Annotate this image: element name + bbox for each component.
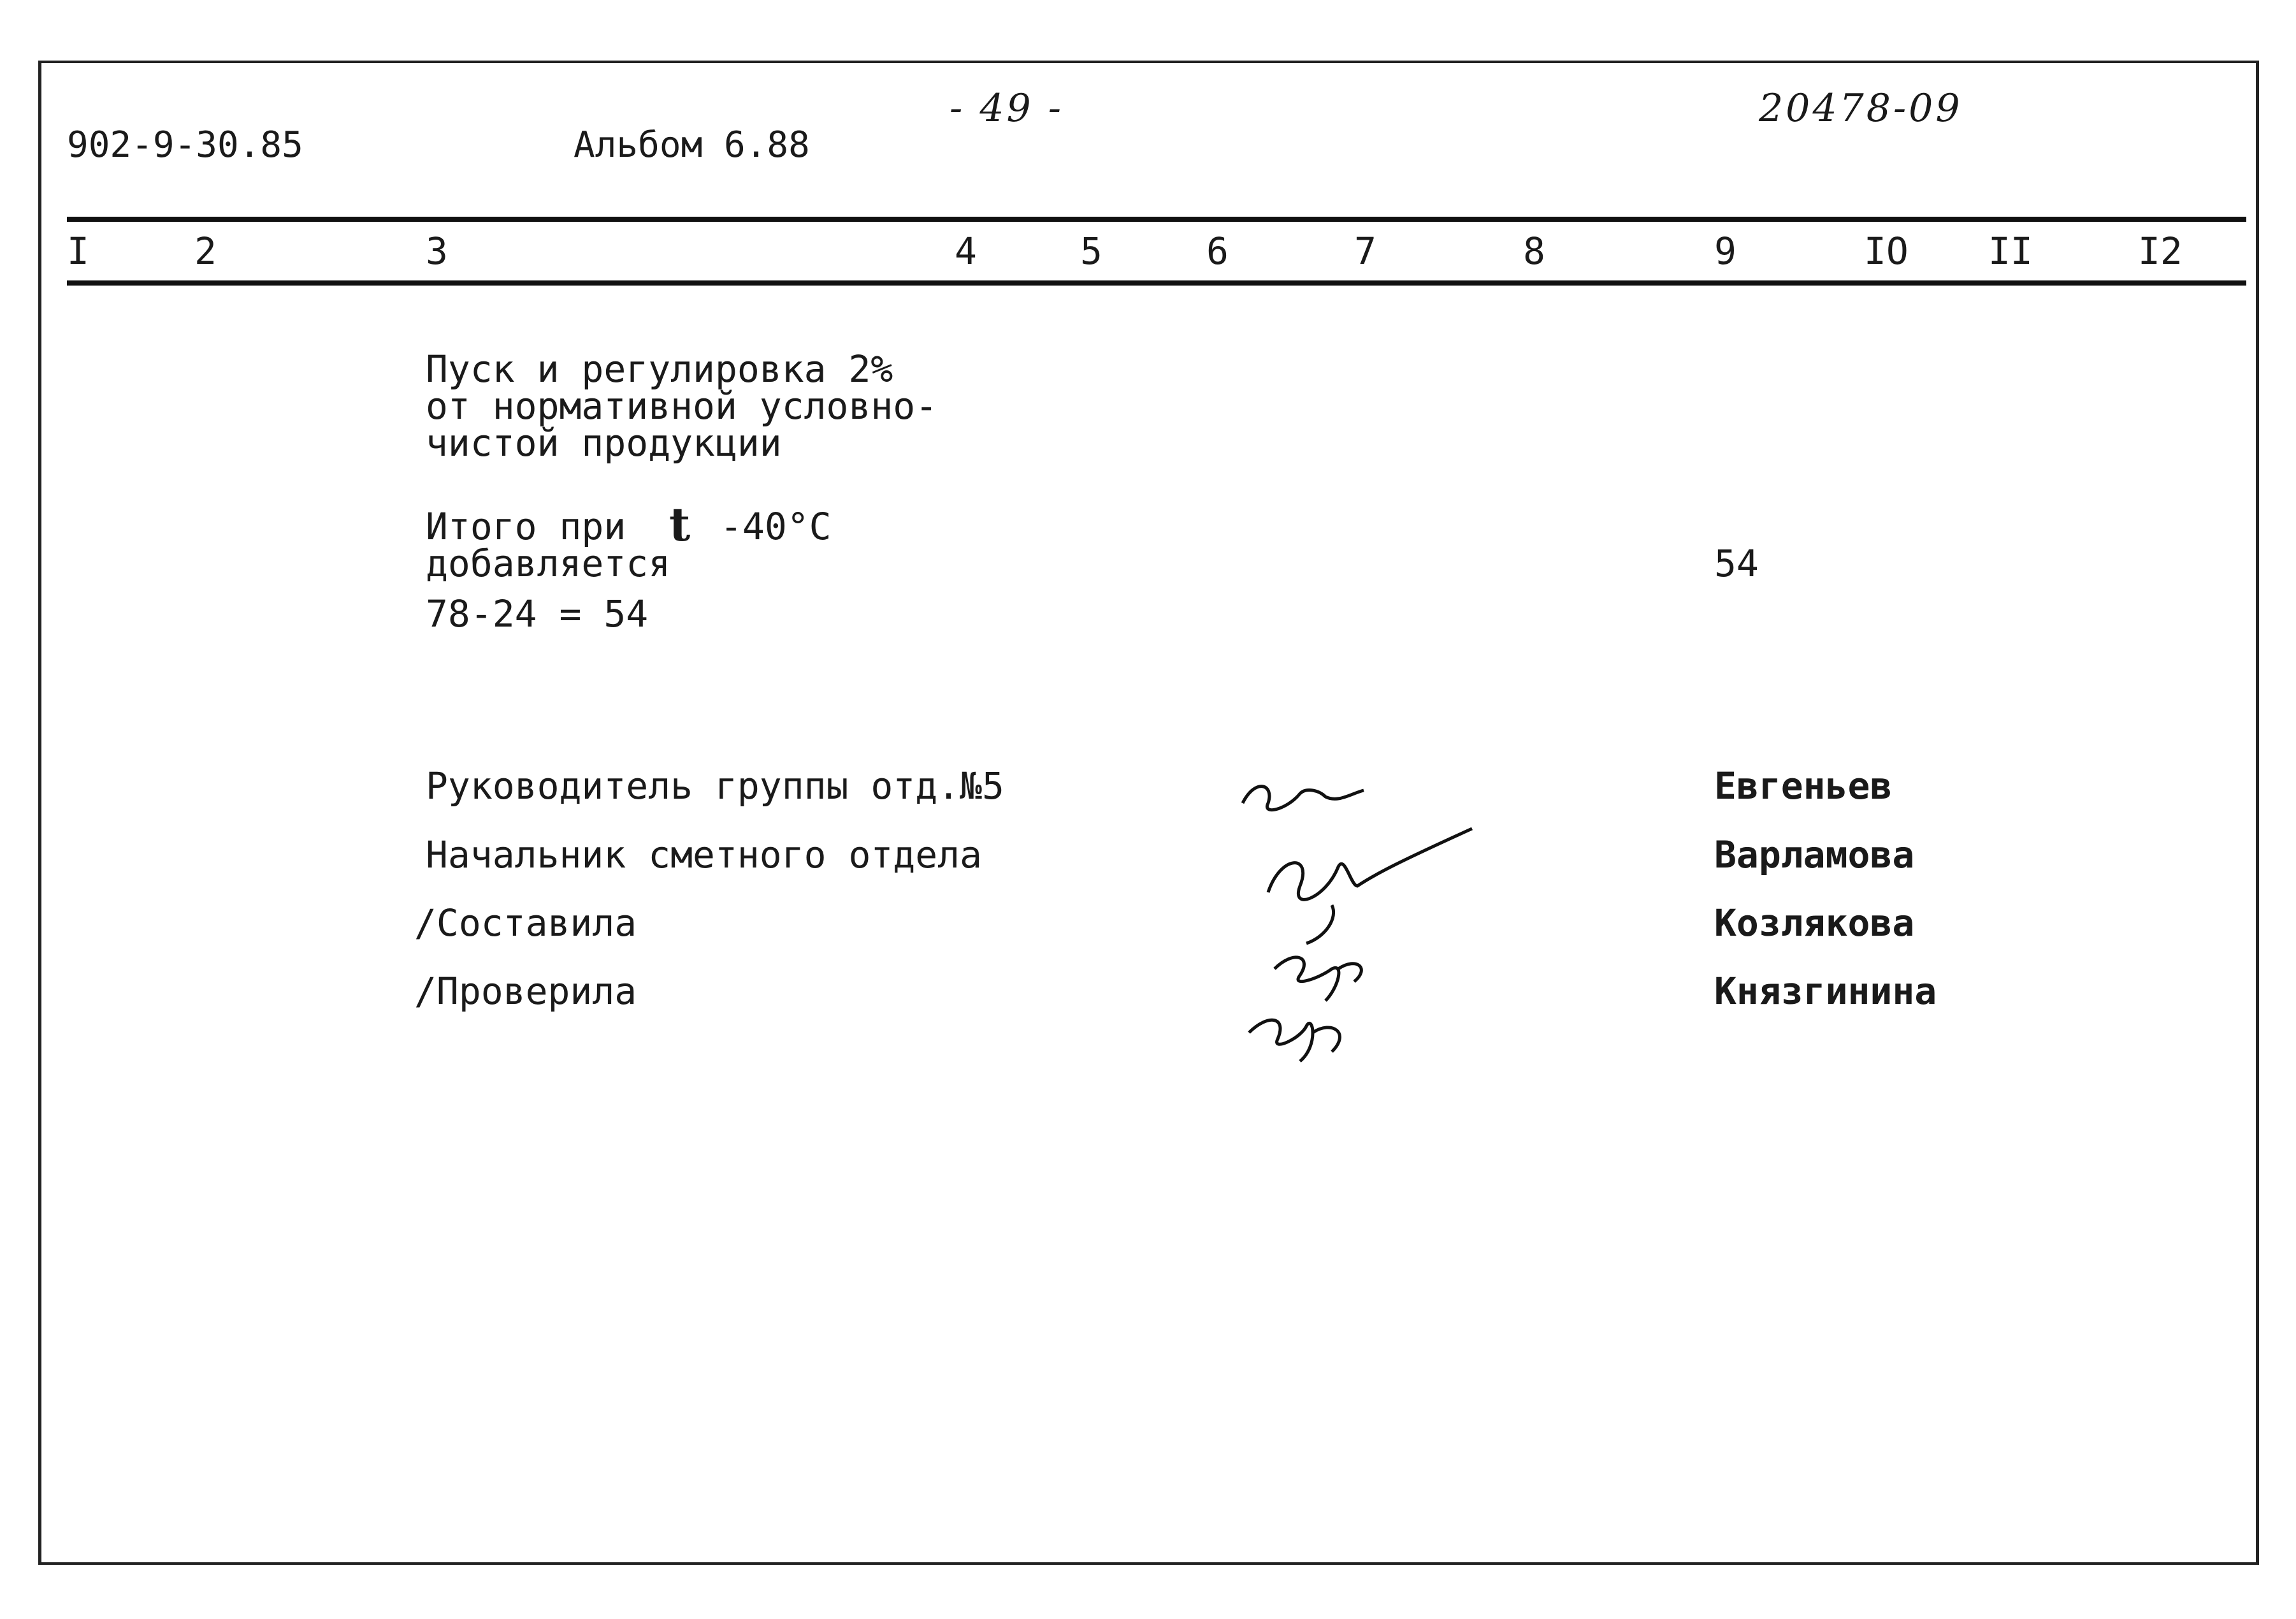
- temperature-value: -40°C: [720, 505, 832, 548]
- column-number: II: [1988, 229, 2033, 273]
- temperature-symbol: t: [669, 497, 691, 551]
- handwritten-signatures-image: [1230, 759, 1523, 1064]
- column-number: I2: [2138, 229, 2183, 273]
- album-label: Альбом 6.88: [574, 124, 810, 166]
- signature-role: Руководитель группы отд.№5: [426, 764, 1004, 808]
- total-label-continued: добавляется: [426, 542, 671, 585]
- content-line: от нормативной условно-: [426, 384, 938, 428]
- calculation: 78-24 = 54: [426, 592, 649, 635]
- column-number: 5: [1080, 229, 1102, 273]
- total-label: Итого при: [426, 505, 626, 548]
- signatory-name: Козлякова: [1714, 901, 1915, 945]
- inventory-number: 20478-09: [1759, 86, 1963, 131]
- column-number: 8: [1523, 229, 1545, 273]
- column-number: I: [67, 229, 89, 273]
- column-number: 6: [1206, 229, 1229, 273]
- content-line: чистой продукции: [426, 421, 782, 465]
- signatory-name: Князгинина: [1714, 969, 1937, 1013]
- top-rule: [67, 217, 2246, 222]
- signature-role: Начальник сметного отдела: [426, 833, 982, 876]
- signatory-name: Варламова: [1714, 833, 1915, 876]
- signature-role: /Составила: [414, 901, 637, 945]
- column-number: 3: [426, 229, 448, 273]
- column-number: 4: [955, 229, 977, 273]
- document-code: 902-9-30.85: [67, 124, 303, 166]
- column-number: 2: [194, 229, 217, 273]
- page-number: - 49 -: [949, 86, 1064, 131]
- signature-role: /Проверила: [414, 969, 637, 1013]
- column-number: IO: [1864, 229, 1909, 273]
- column-number: 7: [1354, 229, 1376, 273]
- bottom-rule: [67, 280, 2246, 286]
- total-value: 54: [1714, 542, 1759, 585]
- content-line: Пуск и регулировка 2%: [426, 347, 893, 391]
- signatory-name: Евгеньев: [1714, 764, 1893, 808]
- page-frame: [38, 61, 2259, 1565]
- column-number: 9: [1714, 229, 1736, 273]
